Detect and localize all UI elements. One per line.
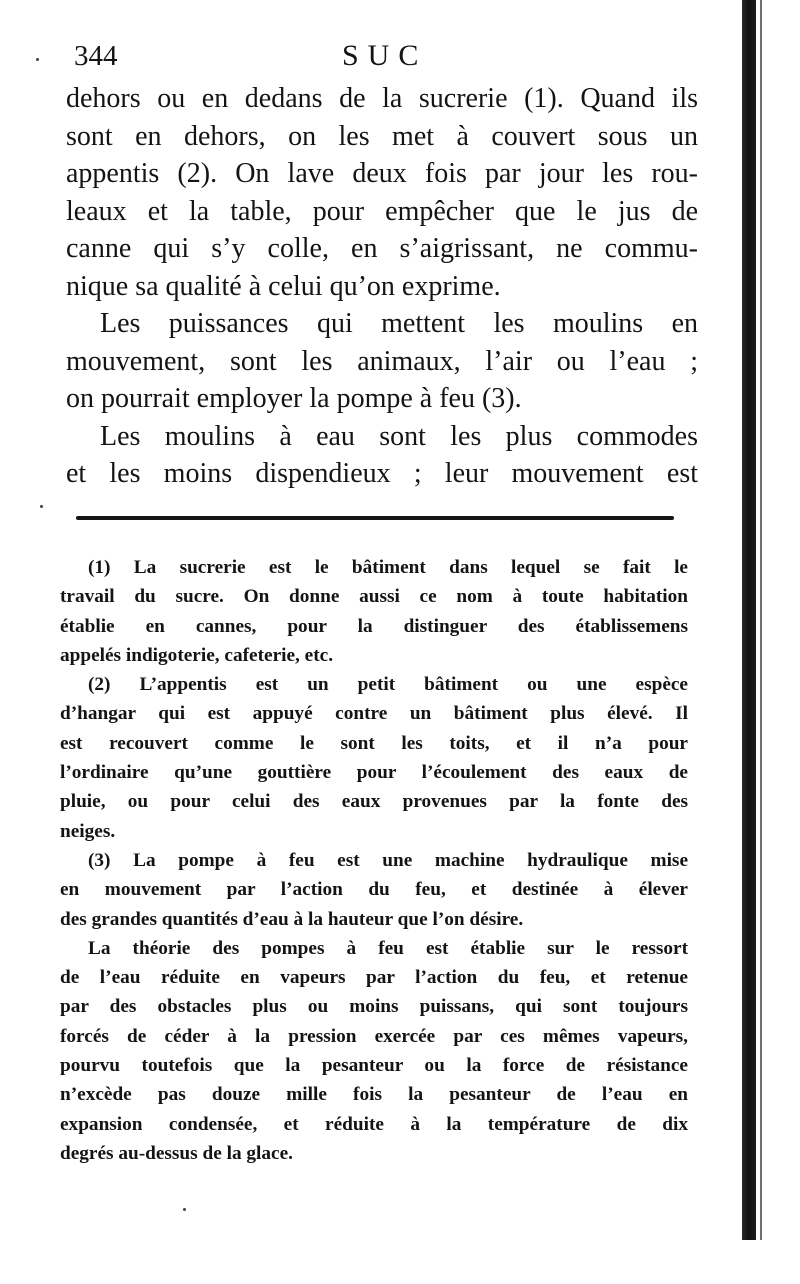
footnote-line: pluie, ou pour celui des eaux provenues par la fonte des (60, 791, 688, 813)
page-header (74, 36, 700, 76)
footnote-line: appelés indigoterie, cafeterie, etc. (60, 644, 334, 666)
footnote-line: neiges. (60, 820, 116, 842)
footnote-line: degrés au-dessus de la glace. (60, 1142, 293, 1164)
footnote-line: travail du sucre. On donne aussi ce nom à toute habitation (60, 586, 688, 608)
footnote-line: pourvu toutefois que la pesanteur ou la force de résistance (60, 1055, 688, 1077)
main-text-line: et les moins dispendieux ; leur mouvement est (66, 458, 698, 489)
main-text-line: Les puissances qui mettent les moulins en (100, 308, 698, 339)
footnote-line: de l’eau réduite en vapeurs par l’action du feu, et retenue (60, 967, 688, 989)
main-text-line: Les moulins à eau sont les plus commodes (100, 420, 698, 452)
footnote-line: établie en cannes, pour la distinguer des établissemens (60, 615, 688, 637)
main-text (66, 80, 698, 493)
footnote-line: par des obstacles plus ou moins puissans, qui sont toujours (60, 996, 688, 1018)
print-speck (183, 1208, 186, 1211)
footnote-line: (3) La pompe à feu est une machine hydraulique mise (88, 849, 688, 871)
running-head: SUC (342, 39, 428, 72)
footnote-line: expansion condensée, et réduite à la température de dix (60, 1113, 688, 1135)
footnote-line: l’ordinaire qu’une gouttière pour l’écoulement des eaux de (60, 762, 688, 784)
footnote-line: (1) La sucrerie est le bâtiment dans lequel se fait le (88, 557, 688, 578)
main-text-line: nique sa qualité à celui qu’on exprime. (66, 270, 501, 302)
footnote-line: La théorie des pompes à feu est établie sur le ressort (88, 937, 688, 959)
footnote-line: en mouvement par l’action du feu, et destinée à élever (60, 879, 688, 901)
footnote-separator-rule (76, 516, 674, 520)
main-text-line: on pourrait employer la pompe à feu (3). (66, 383, 522, 414)
footnotes (60, 553, 688, 1168)
main-text-line: mouvement, sont les animaux, l’air ou l’eau ; (66, 345, 698, 377)
print-speck (40, 505, 43, 508)
page-binding-line (760, 0, 762, 1240)
main-text-line: dehors ou en dedans de la sucrerie (1). Quand ils (66, 83, 698, 114)
footnote-line: d’hangar qui est appuyé contre un bâtiment plus élevé. Il (60, 703, 688, 725)
main-text-line: appentis (2). On lave deux fois par jour les rou- (66, 158, 698, 189)
page-binding-edge (742, 0, 756, 1240)
footnote-line: est recouvert comme le sont les toits, et il n’a pour (60, 732, 688, 754)
page-number: 344 (74, 40, 118, 72)
print-speck (36, 58, 39, 61)
footnote-line: forcés de céder à la pression exercée par ces mêmes vapeurs, (60, 1025, 688, 1047)
main-text-line: leaux et la table, pour empêcher que le jus de (66, 195, 698, 227)
main-text-line: canne qui s’y colle, en s’aigrissant, ne commu- (66, 233, 698, 264)
footnote-line: n’excède pas douze mille fois la pesanteur de l’eau en (60, 1084, 688, 1106)
main-text-line: sont en dehors, on les met à couvert sous un (66, 120, 698, 152)
footnote-line: des grandes quantités d’eau à la hauteur que l’on désire. (60, 908, 524, 930)
footnote-line: (2) L’appentis est un petit bâtiment ou une espèce (88, 674, 688, 696)
